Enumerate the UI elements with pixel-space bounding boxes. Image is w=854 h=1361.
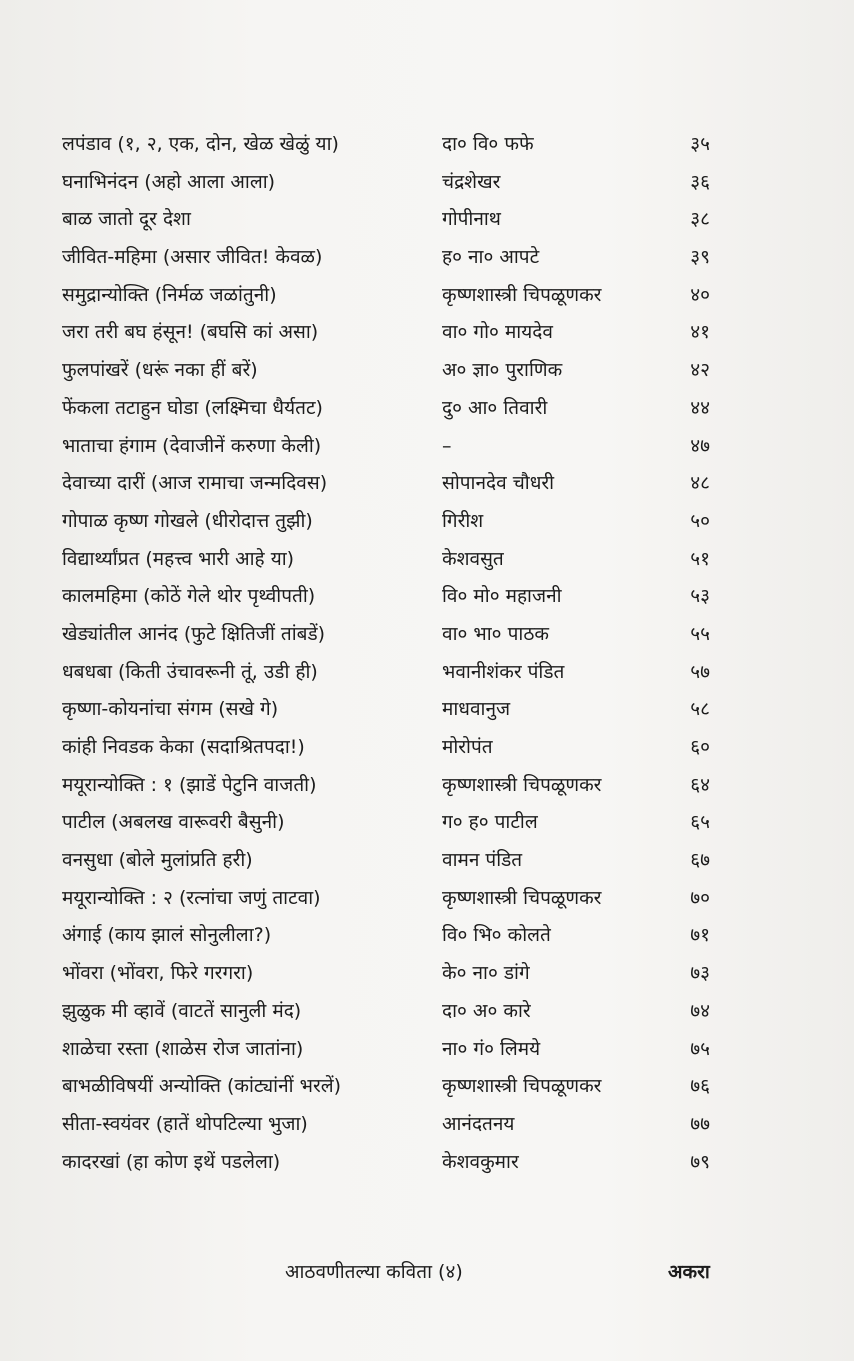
poet-name: दु० आ० तिवारी bbox=[442, 396, 548, 419]
page-number: ७५ bbox=[690, 1037, 710, 1060]
page-number: ३५ bbox=[690, 133, 710, 155]
poem-title: अंगाई (काय झालं सोनुलीला?) bbox=[62, 924, 272, 947]
page-number: ३८ bbox=[690, 208, 710, 231]
poet-name: ग० ह० पाटील bbox=[442, 811, 538, 834]
poem-title: वनसुधा (बोले मुलांप्रति हरी) bbox=[62, 849, 253, 872]
poem-title: पाटील (अबलख वारूवरी बैसुनी) bbox=[62, 811, 285, 834]
page-number: ७४ bbox=[690, 999, 710, 1022]
poet-name: कृष्णशास्त्री चिपळूणकर bbox=[442, 283, 602, 306]
page-number: ३९ bbox=[690, 246, 710, 269]
toc-row bbox=[62, 955, 822, 993]
toc-row bbox=[62, 691, 822, 729]
toc-row bbox=[62, 729, 822, 767]
page-number: ५७ bbox=[690, 660, 710, 683]
footer-book-title: आठवणीतल्या कविता (४) bbox=[285, 1261, 463, 1283]
page-number: ४१ bbox=[690, 321, 710, 344]
toc-row bbox=[62, 804, 822, 842]
poem-title: कादरखां (हा कोण इथें पडलेला) bbox=[62, 1150, 281, 1173]
poet-name: माधवानुज bbox=[442, 698, 511, 721]
toc-row bbox=[62, 993, 822, 1031]
page-number: ३६ bbox=[690, 170, 710, 193]
poem-title: गोपाळ कृष्ण गोखले (धीरोदात्त तुझी) bbox=[62, 509, 313, 532]
poet-name: – bbox=[442, 434, 452, 457]
poet-name: केशवकुमार bbox=[442, 1150, 519, 1173]
poem-title: घनाभिनंदन (अहो आला आला) bbox=[62, 170, 276, 193]
toc-row bbox=[62, 880, 822, 918]
poet-name: आनंदतनय bbox=[442, 1112, 515, 1135]
poem-title: लपंडाव (१, २, एक, दोन, खेळ खेळुं या) bbox=[62, 133, 339, 155]
poet-name: ह० ना० आपटे bbox=[442, 246, 540, 269]
toc-row bbox=[62, 767, 822, 805]
poet-name: वा० भा० पाठक bbox=[442, 622, 549, 645]
toc-row bbox=[62, 654, 822, 692]
poet-name: वि० भि० कोलते bbox=[442, 924, 551, 947]
toc-row bbox=[62, 126, 822, 164]
page-number: ६० bbox=[690, 736, 710, 758]
page-number: ५५ bbox=[690, 622, 710, 645]
poet-name: कृष्णशास्त्री चिपळूणकर bbox=[442, 886, 602, 909]
poet-name: कृष्णशास्त्री चिपळूणकर bbox=[442, 1075, 602, 1098]
poet-name: वा० गो० मायदेव bbox=[442, 321, 553, 344]
page-number: ६७ bbox=[690, 849, 710, 872]
poem-title: झुळुक मी व्हावें (वाटतें सानुली मंद) bbox=[62, 999, 302, 1022]
toc-row bbox=[62, 503, 822, 541]
page-number: ४२ bbox=[690, 359, 710, 382]
poet-name: के० ना० डांगे bbox=[442, 962, 530, 985]
page-number: ४७ bbox=[690, 434, 710, 457]
poem-title: भोंवरा (भोंवरा, फिरे गरगरा) bbox=[62, 962, 254, 985]
poet-name: केशवसुत bbox=[442, 547, 504, 570]
poet-name: वामन पंडित bbox=[442, 849, 523, 872]
poem-title: विद्यार्थ्यांप्रत (महत्त्व भारी आहे या) bbox=[62, 547, 295, 570]
poet-name: अ० ज्ञा० पुराणिक bbox=[442, 359, 563, 382]
poet-name: सोपानदेव चौधरी bbox=[442, 472, 555, 495]
toc-row bbox=[62, 239, 822, 277]
poet-name: गोपीनाथ bbox=[442, 208, 501, 231]
poet-name: भवानीशंकर पंडित bbox=[442, 660, 565, 683]
poet-name: चंद्रशेखर bbox=[442, 170, 501, 193]
page-footer bbox=[0, 1258, 854, 1298]
toc-row bbox=[62, 1106, 822, 1144]
toc-row bbox=[62, 277, 822, 315]
poem-title: खेड्यांतील आनंद (फुटे क्षितिजीं तांबडें) bbox=[62, 622, 326, 645]
toc-row bbox=[62, 917, 822, 955]
toc-row bbox=[62, 390, 822, 428]
poet-name: वि० मो० महाजनी bbox=[442, 585, 562, 608]
toc-row bbox=[62, 465, 822, 503]
poet-name: दा० वि० फफे bbox=[442, 133, 534, 155]
toc-row bbox=[62, 164, 822, 202]
poem-title: मयूरान्योक्ति : १ (झाडें पेटुनि वाजती) bbox=[62, 773, 317, 796]
toc-row bbox=[62, 578, 822, 616]
page-number: ५० bbox=[690, 509, 710, 532]
poem-title: जीवित-महिमा (असार जीवित! केवळ) bbox=[62, 246, 323, 269]
footer-page-number: अकरा bbox=[668, 1261, 710, 1283]
poem-title: समुद्रान्योक्ति (निर्मळ जळांतुनी) bbox=[62, 283, 277, 306]
toc-row bbox=[62, 541, 822, 579]
page-number: ६४ bbox=[690, 773, 710, 796]
poem-title: कृष्णा-कोयनांचा संगम (सखे गे) bbox=[62, 698, 279, 721]
table-of-contents bbox=[62, 126, 822, 1181]
page-number: ४० bbox=[690, 283, 710, 306]
poem-title: कालमहिमा (कोठें गेले थोर पृथ्वीपती) bbox=[62, 585, 316, 608]
page-number: ७६ bbox=[690, 1075, 710, 1098]
page-number: ७० bbox=[690, 886, 710, 909]
poet-name: कृष्णशास्त्री चिपळूणकर bbox=[442, 773, 602, 796]
toc-row bbox=[62, 1031, 822, 1069]
poem-title: फुलपांखरें (धरूं नका हीं बरें) bbox=[62, 359, 258, 382]
poem-title: फेंकला तटाहुन घोडा (लक्ष्मिचा धैर्यतट) bbox=[62, 396, 323, 419]
toc-row bbox=[62, 616, 822, 654]
page-number: ७७ bbox=[690, 1112, 710, 1135]
poem-title: बाभळीविषयीं अन्योक्ति (कांट्यांनीं भरलें) bbox=[62, 1075, 342, 1098]
page-number: ५३ bbox=[690, 585, 710, 608]
toc-row bbox=[62, 1144, 822, 1182]
page-number: ५१ bbox=[690, 547, 710, 570]
page-number: ७९ bbox=[690, 1150, 710, 1173]
poem-title: देवाच्या दारीं (आज रामाचा जन्मदिवस) bbox=[62, 472, 328, 495]
poet-name: दा० अ० कारे bbox=[442, 999, 531, 1022]
poem-title: कांही निवडक केका (सदाश्रितपदा!) bbox=[62, 736, 305, 758]
page-number: ६५ bbox=[690, 811, 710, 834]
page-number: ७१ bbox=[690, 924, 710, 947]
poem-title: बाळ जातो दूर देशा bbox=[62, 208, 191, 231]
poem-title: भाताचा हंगाम (देवाजीनें करुणा केली) bbox=[62, 434, 322, 457]
poet-name: मोरोपंत bbox=[442, 736, 493, 758]
page-number: ४८ bbox=[690, 472, 710, 495]
toc-row bbox=[62, 428, 822, 466]
poem-title: शाळेचा रस्ता (शाळेस रोज जातांना) bbox=[62, 1037, 304, 1060]
poem-title: मयूरान्योक्ति : २ (रत्नांचा जणुं ताटवा) bbox=[62, 886, 321, 909]
toc-row bbox=[62, 314, 822, 352]
page-number: ४४ bbox=[690, 396, 710, 419]
toc-row bbox=[62, 1068, 822, 1106]
toc-row bbox=[62, 842, 822, 880]
toc-row bbox=[62, 201, 822, 239]
poem-title: धबधबा (किती उंचावरूनी तूं, उडी ही) bbox=[62, 660, 318, 683]
poet-name: गिरीश bbox=[442, 509, 484, 532]
poem-title: सीता-स्वयंवर (हातें थोपटिल्या भुजा) bbox=[62, 1112, 308, 1135]
page-number: ५८ bbox=[690, 698, 710, 721]
page-number: ७३ bbox=[690, 962, 710, 985]
poet-name: ना० गं० लिमये bbox=[442, 1037, 541, 1060]
toc-row bbox=[62, 352, 822, 390]
poem-title: जरा तरी बघ हंसून! (बघसि कां असा) bbox=[62, 321, 319, 344]
